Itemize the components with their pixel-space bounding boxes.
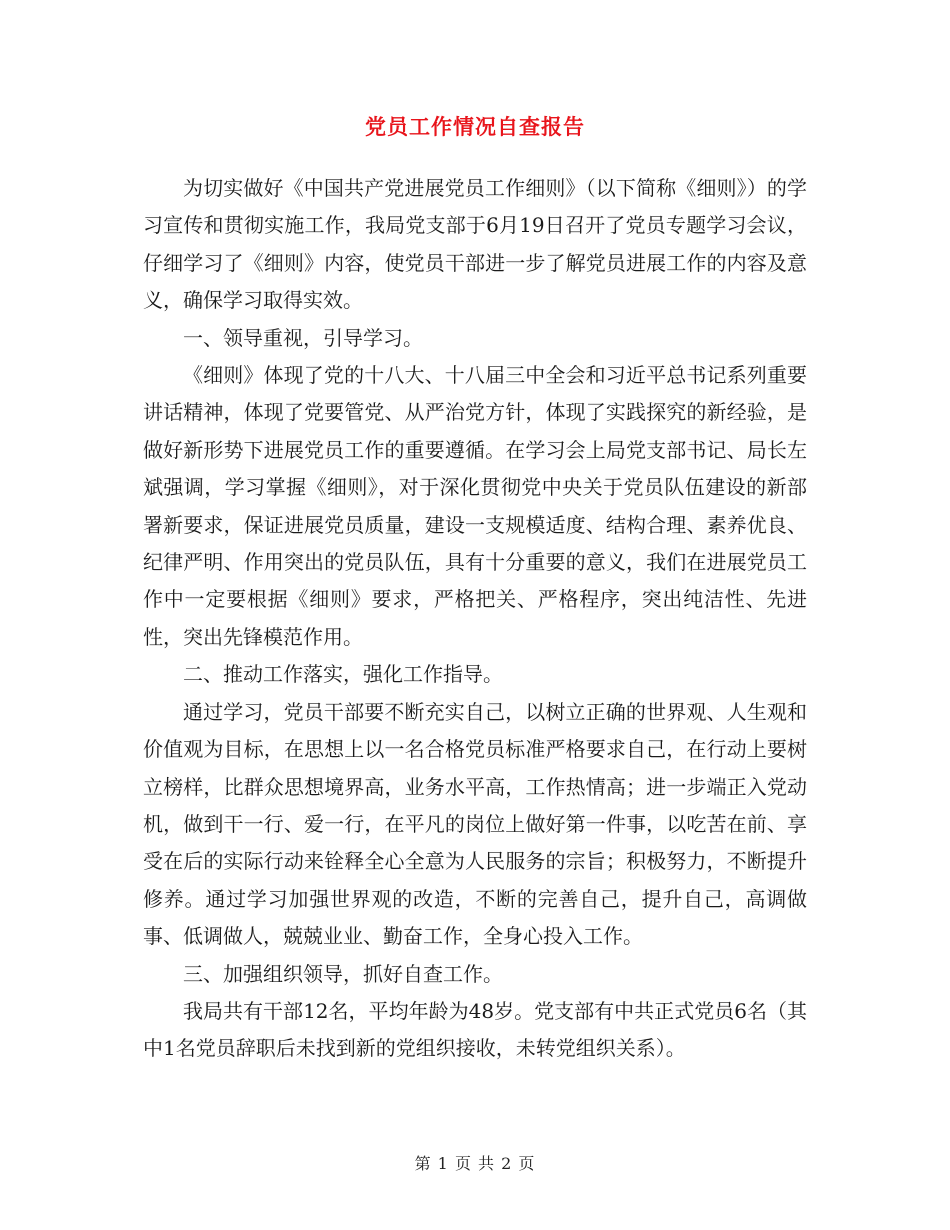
section-heading-3: 三、加强组织领导，抓好自查工作。 [183,961,503,986]
page-footer: 第 1 页 共 2 页 [414,1154,536,1173]
paragraph-section-2: 通过学习，党员干部要不断充实自己，以树立正确的世界观、人生观和价值观为目标，在思想上以一名合格党员标准严格要求自己，在行动上要树立榜样，比群众思想境界高，业务水平高，工作热情高；进一步端正入党动机，做到干一行、爱一行，在平凡的岗位上做好第一件事，以吃苦在前、享受在后的实际行动来铨释全心全意为人民服务的宗旨；积极努力，不断提升修养。通过学习加强世界观的改造，不断的完善自己，提升自己，高调做事、低调做人，兢兢业业、勤奋工作，全身心投入工作。 [143,699,807,949]
document-body [143,170,807,1068]
paragraph-section-3: 我局共有干部12名，平均年龄为48岁。党支部有中共正式党员6名（其中1名党员辞职后未找到新的党组织接收，未转党组织关系）。 [143,998,807,1061]
paragraph-intro: 为切实做好《中国共产党进展党员工作细则》（以下简称《细则》）的学习宣传和贯彻实施工作，我局党支部于6月19日召开了党员专题学习会议，仔细学习了《细则》内容，使党员干部进一步了解党员进展工作的内容及意义，确保学习取得实效。 [143,176,807,313]
paragraph-section-1: 《细则》体现了党的十八大、十八届三中全会和习近平总书记系列重要讲话精神，体现了党要管党、从严治党方针，体现了实践探究的新经验，是做好新形势下进展党员工作的重要遵循。在学习会上局党支部书记、局长左斌强调，学习掌握《细则》，对于深化贯彻党中央关于党员队伍建设的新部署新要求，保证进展党员质量，建设一支规模适度、结构合理、素养优良、纪律严明、作用突出的党员队伍，具有十分重要的意义，我们在进展党员工作中一定要根据《细则》要求，严格把关、严格程序，突出纯洁性、先进性，突出先锋模范作用。 [143,363,807,649]
section-heading-2: 二、推动工作落实，强化工作指导。 [183,662,503,687]
section-heading-1: 一、领导重视，引导学习。 [183,325,423,350]
document-title: 党员工作情况自查报告 [365,114,585,139]
